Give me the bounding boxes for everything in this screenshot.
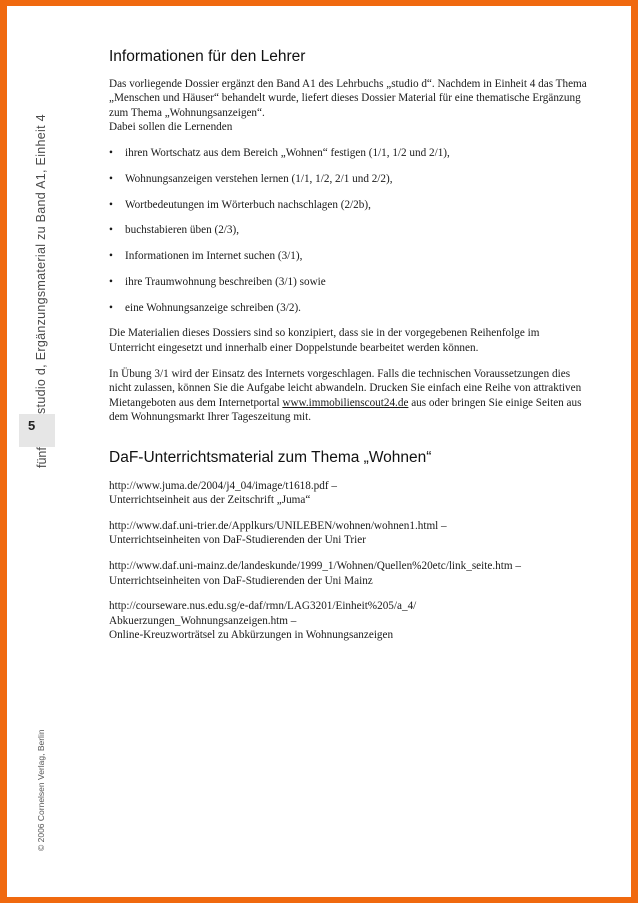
intro-text: Das vorliegende Dossier ergänzt den Band A1 des Lehrbuchs „studio d“. Nachdem in Einheit 4 das Thema „Menschen und Häuser“ behandelt wurde, liefert dieses Dossier Material für eine thematische Ergänzung zum Thema „Wohnungsanzeigen“. xyxy=(109,77,587,119)
sidebar xyxy=(7,6,62,897)
internet-paragraph xyxy=(109,367,587,425)
learning-goals-list xyxy=(109,146,587,315)
materials-paragraph: Die Materialien dieses Dossiers sind so konzipiert, dass sie in der vorgegebenen Reihenfolge im Unterricht eingesetzt und innerhalb einer Doppelstunde bearbeitet werden können. xyxy=(109,327,540,355)
lead-text: Dabei sollen die Lernenden xyxy=(109,121,233,134)
resource-url[interactable]: http://www.daf.uni-mainz.de/landeskunde/1999_1/Wohnen/Quellen%20etc/link_seite.htm – xyxy=(109,559,521,572)
list-item: • Wortbedeutungen im Wörterbuch nachschlagen (2/2b), xyxy=(109,198,587,213)
internet-text-after: aus oder bringen Sie einige Seiten aus dem Wohnungsmarkt Ihrer Tageszeitung mit. xyxy=(109,396,582,424)
resource-url[interactable]: http://courseware.nus.edu.sg/e-daf/rmn/LAG3201/Einheit%205/a_4/ Abkuerzungen_Wohnungsanzeigen.htm – xyxy=(109,600,417,627)
resource-description: Unterrichtseinheit aus der Zeitschrift „Juma“ xyxy=(109,494,311,507)
internet-text-before: In Übung 3/1 wird der Einsatz des Internets vorgeschlagen. Falls die technischen Voraussetzungen dies nicht zulassen, können Sie die Aufgabe leicht abwandeln. Drucken Sie einfach eine Reihe von attraktiven Mietangeboten aus dem Internetportal xyxy=(109,367,582,409)
list-item: • ihren Wortschatz aus dem Bereich „Wohnen“ festigen (1/1, 1/2 und 2/1), xyxy=(109,146,587,161)
resource-description: Unterrichtseinheiten von DaF-Studierenden der Uni Mainz xyxy=(109,574,373,587)
link-entry xyxy=(109,519,587,548)
page-number: 5 xyxy=(28,418,36,433)
section-heading-materials: DaF-Unterrichtsmaterial zum Thema „Wohnen“ xyxy=(109,449,432,466)
document-page xyxy=(7,6,631,897)
intro-paragraph xyxy=(109,77,587,135)
resource-url[interactable]: http://www.daf.uni-trier.de/Applkurs/UNILEBEN/wohnen/wohnen1.html – xyxy=(109,519,447,532)
link-entry xyxy=(109,599,587,643)
copyright: © 2006 Cornelsen Verlag, Berlin xyxy=(36,729,46,851)
section-heading-teacher-info: Informationen für den Lehrer xyxy=(109,48,306,65)
resource-url[interactable]: http://www.juma.de/2004/j4_04/image/t1618.pdf – xyxy=(109,479,337,492)
resource-description: Online-Kreuzworträtsel zu Abkürzungen in Wohnungsanzeigen xyxy=(109,629,394,642)
immobilienscout-link[interactable]: www.immobilienscout24.de xyxy=(282,396,409,409)
list-item: • ihre Traumwohnung beschreiben (3/1) sowie xyxy=(109,275,587,290)
list-item: • Wohnungsanzeigen verstehen lernen (1/1, 1/2, 2/1 und 2/2), xyxy=(109,172,587,187)
link-entry xyxy=(109,559,587,588)
series-title: studio d, Ergänzungsmaterial zu Band A1, Einheit 4 xyxy=(34,114,48,414)
list-item: • buchstabieren üben (2/3), xyxy=(109,223,587,238)
page-number-box xyxy=(19,414,55,447)
link-entry xyxy=(109,479,587,508)
list-item: • Informationen im Internet suchen (3/1), xyxy=(109,249,587,264)
list-item: • eine Wohnungsanzeige schreiben (3/2). xyxy=(109,301,587,316)
main-content xyxy=(109,50,587,654)
page-number-word: fünf xyxy=(35,447,49,468)
resource-description: Unterrichtseinheiten von DaF-Studierenden der Uni Trier xyxy=(109,534,366,547)
